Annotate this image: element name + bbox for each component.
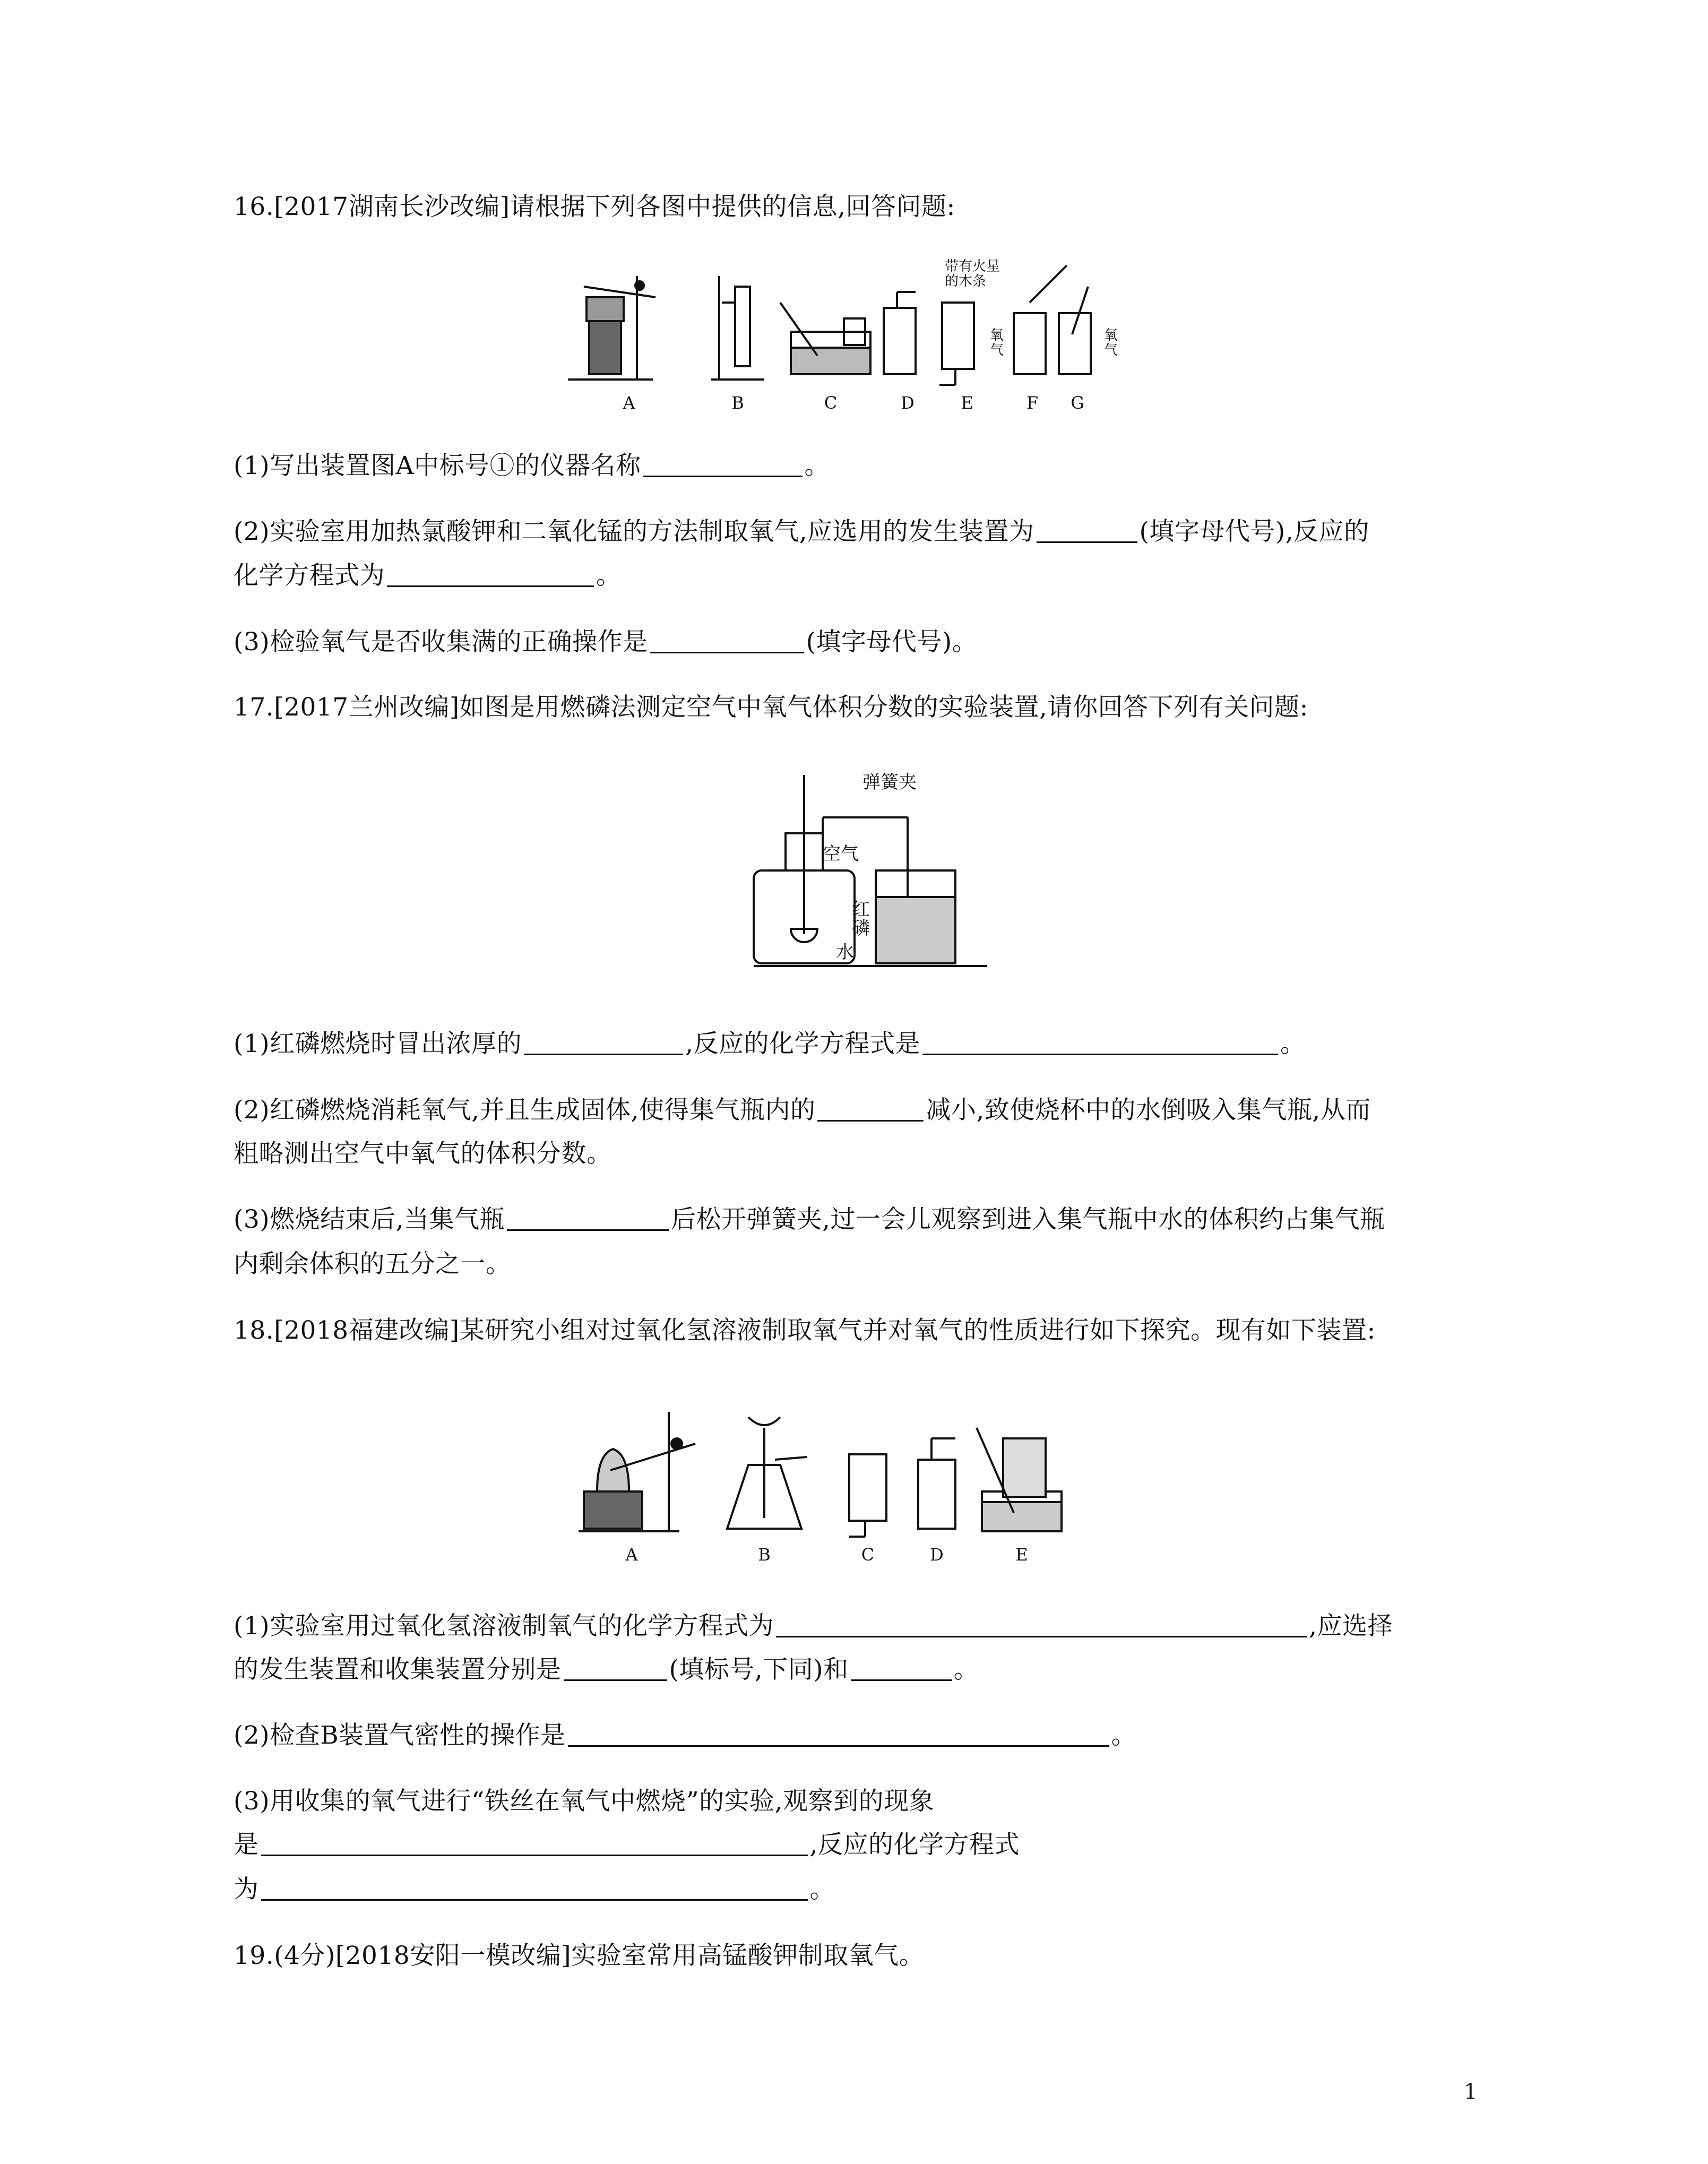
answer-blank[interactable] bbox=[507, 1206, 669, 1231]
fig18-label-d: D bbox=[930, 1545, 944, 1565]
fig17-air-label: 空气 bbox=[823, 843, 859, 865]
q17-p1-text2: ,反应的化学方程式是 bbox=[685, 1029, 921, 1058]
q17-figure bbox=[743, 764, 1040, 977]
answer-blank[interactable] bbox=[261, 1831, 808, 1856]
q17-part3-cont: 内剩余体积的五分之一。 bbox=[234, 1249, 511, 1279]
q16-title: 16.[2017湖南长沙改编]请根据下列各图中提供的信息,回答问题: bbox=[234, 192, 955, 221]
q19-title: 19.(4分)[2018安阳一模改编]实验室常用高锰酸钾制取氧气。 bbox=[234, 1941, 925, 1970]
fig16-oxygen-label2: 气 bbox=[990, 342, 1004, 358]
q17-part2-cont: 粗略测出空气中氧气的体积分数。 bbox=[234, 1139, 612, 1168]
fig16-oxygen-label-g2: 气 bbox=[1104, 342, 1118, 358]
q18-p3-text3: ,反应的化学方程式 bbox=[809, 1830, 1020, 1859]
q17-p3-text: (3)燃烧结束后,当集气瓶 bbox=[234, 1205, 505, 1234]
q16-part2-cont bbox=[234, 560, 622, 592]
q18-part3: (3)用收集的氧气进行“铁丝在氧气中燃烧”的实验,观察到的现象 bbox=[234, 1787, 935, 1816]
q18-figure bbox=[573, 1396, 1136, 1571]
q16-part2 bbox=[234, 516, 1369, 548]
answer-blank[interactable] bbox=[261, 1876, 808, 1901]
q18-p1-end: 。 bbox=[953, 1655, 979, 1684]
q17-part2 bbox=[234, 1094, 1371, 1126]
fig16-oxygen-label: 氧 bbox=[990, 327, 1004, 343]
answer-blank[interactable] bbox=[650, 628, 804, 653]
answer-blank[interactable] bbox=[922, 1030, 1278, 1055]
q16-p2-text: (2)实验室用加热氯酸钾和二氧化锰的方法制取氧气,应选用的发生装置为 bbox=[234, 517, 1034, 546]
fig16-label-b: B bbox=[731, 393, 744, 413]
fig16-label-f: F bbox=[1026, 393, 1039, 413]
q18-part1 bbox=[234, 1610, 1393, 1642]
answer-blank[interactable] bbox=[851, 1656, 952, 1681]
q18-p1-text2: ,应选择 bbox=[1309, 1611, 1393, 1641]
q17-p1-end: 。 bbox=[1280, 1029, 1306, 1058]
q18-p2-text: (2)检查B装置气密性的操作是 bbox=[234, 1721, 566, 1750]
q18-part2 bbox=[234, 1720, 1136, 1752]
answer-blank[interactable] bbox=[776, 1613, 1307, 1637]
q16-p1-text: (1)写出装置图A中标号①的仪器名称 bbox=[234, 451, 641, 480]
q18-part3-cont bbox=[234, 1829, 1020, 1861]
q18-part3-cont2 bbox=[234, 1874, 835, 1906]
answer-blank[interactable] bbox=[387, 562, 594, 587]
q16-p2-text2: (填字母代号),反应的 bbox=[1139, 517, 1369, 546]
answer-blank[interactable] bbox=[643, 452, 803, 477]
answer-blank[interactable] bbox=[568, 1722, 1109, 1747]
q16-p2-end: 。 bbox=[596, 561, 622, 590]
fig17-water-label: 水 bbox=[836, 942, 854, 963]
q18-p1-text3: 的发生装置和收集装置分别是 bbox=[234, 1655, 562, 1684]
q18-p3-text4: 为 bbox=[234, 1875, 259, 1904]
q17-p2-text2: 减小,致使烧杯中的水倒吸入集气瓶,从而 bbox=[926, 1096, 1371, 1125]
fig16-label-g: G bbox=[1071, 393, 1084, 413]
fig18-label-b: B bbox=[758, 1545, 771, 1565]
q17-p2-text: (2)红磷燃烧消耗氧气,并且生成固体,使得集气瓶内的 bbox=[234, 1096, 816, 1125]
q18-p1-text: (1)实验室用过氧化氢溶液制氧气的化学方程式为 bbox=[234, 1611, 774, 1641]
fig18-label-e: E bbox=[1015, 1545, 1028, 1565]
q18-part1-cont bbox=[234, 1654, 979, 1686]
fig17-phos-label: 红 bbox=[852, 899, 870, 920]
answer-blank[interactable] bbox=[1037, 518, 1137, 543]
q17-part3 bbox=[234, 1204, 1385, 1236]
q17-p3-text2: 后松开弹簧夹,过一会儿观察到进入集气瓶中水的体积约占集气瓶 bbox=[671, 1205, 1385, 1234]
q18-title: 18.[2018福建改编]某研究小组对过氧化氢溶液制取氧气并对氧气的性质进行如下探究。现有如下装置: bbox=[234, 1316, 1376, 1345]
fig17-phos-label2: 磷 bbox=[852, 918, 870, 939]
fig16-label-a: A bbox=[623, 393, 635, 413]
fig18-label-c: C bbox=[861, 1545, 875, 1565]
fig16-label-e: E bbox=[961, 393, 973, 413]
q16-p2-text3: 化学方程式为 bbox=[234, 561, 385, 590]
answer-blank[interactable] bbox=[564, 1656, 667, 1681]
q18-p3-text2: 是 bbox=[234, 1830, 259, 1859]
fig16-match-label2: 的木条 bbox=[945, 273, 987, 289]
q16-p3-end: (填字母代号)。 bbox=[806, 627, 978, 657]
q16-part3 bbox=[234, 626, 977, 658]
fig17-clamp-label: 弹簧夹 bbox=[862, 772, 917, 793]
answer-blank[interactable] bbox=[524, 1030, 683, 1055]
q16-p1-end: 。 bbox=[804, 451, 830, 480]
fig16-match-label: 带有火星 bbox=[945, 258, 1000, 274]
q16-figure bbox=[563, 255, 1136, 414]
fig16-oxygen-label-g: 氧 bbox=[1104, 327, 1118, 343]
fig16-label-d: D bbox=[901, 393, 915, 413]
q17-p1-text: (1)红磷燃烧时冒出浓厚的 bbox=[234, 1029, 522, 1058]
q17-title: 17.[2017兰州改编]如图是用燃磷法测定空气中氧气体积分数的实验装置,请你回答下列有关问题: bbox=[234, 693, 1308, 722]
page-number: 1 bbox=[1464, 2080, 1478, 2104]
q16-part1 bbox=[234, 450, 830, 482]
q18-p2-end: 。 bbox=[1111, 1721, 1137, 1750]
q18-p3-end: 。 bbox=[809, 1875, 835, 1904]
answer-blank[interactable] bbox=[817, 1097, 924, 1122]
q18-p1-text4: (填标号,下同)和 bbox=[669, 1655, 849, 1684]
q17-part1 bbox=[234, 1028, 1306, 1060]
q16-p3-text: (3)检验氧气是否收集满的正确操作是 bbox=[234, 627, 648, 657]
fig16-label-c: C bbox=[824, 393, 838, 413]
fig18-label-a: A bbox=[625, 1545, 638, 1565]
